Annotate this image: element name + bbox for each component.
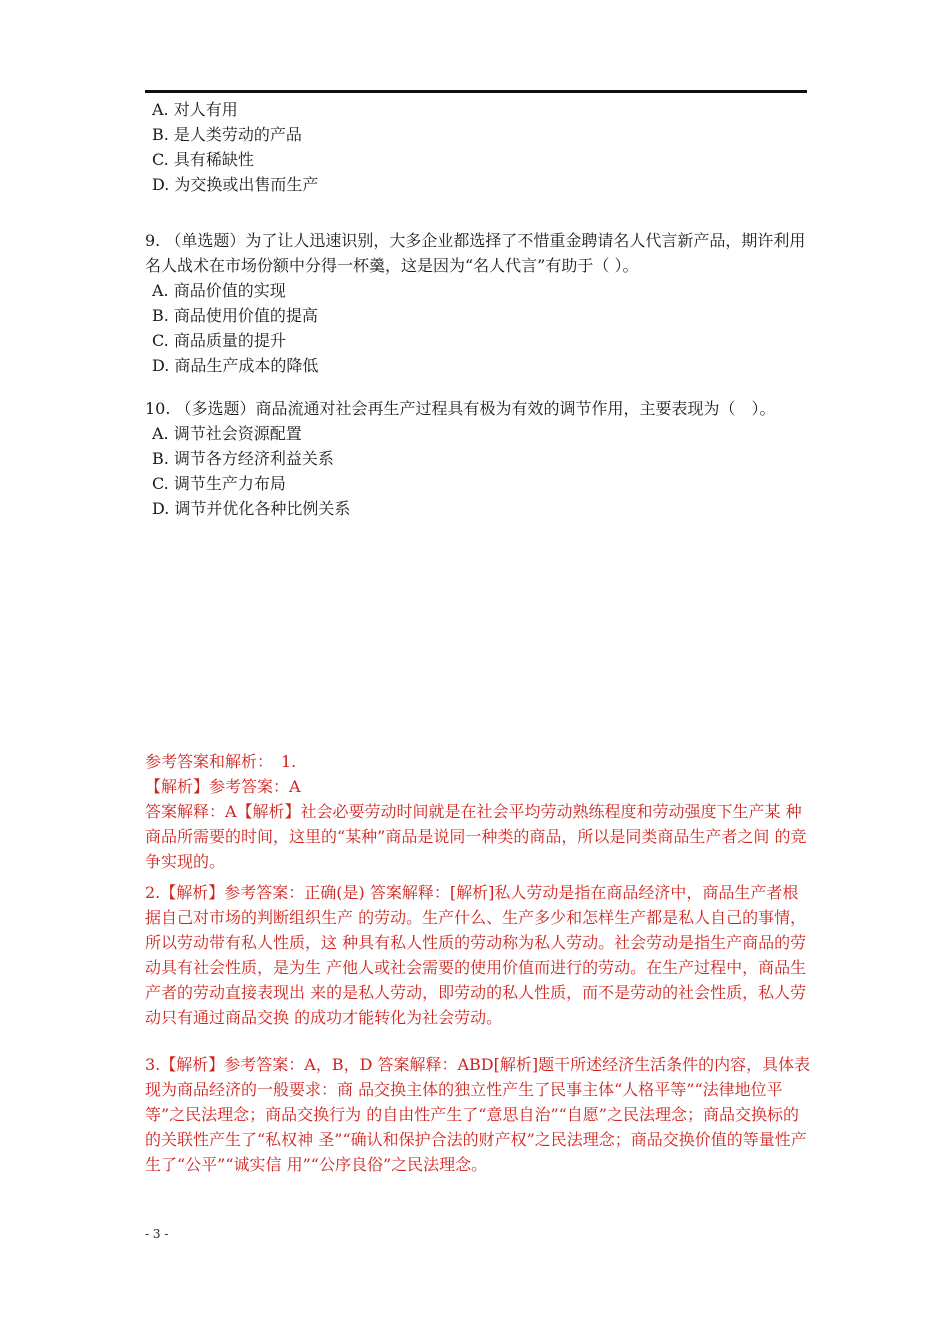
answer-3: 3.【解析】参考答案：A，B，D 答案解释：ABD[解析]题干所述经济生活条件的内容，具体表现为商品经济的一般要求：商 品交换主体的独立性产生了民事主体“人格平等”“法律地位平等”之民法理念；商品交换行为 的自由性产生了“意思自治”“自愿”之民法理念；商品交换标的的关联性产生了“私权神 圣”“确认和保护合法的财产权”之民法理念；商品交换价值的等量性产生了“公平”“诚实信 用”“公序良俗”之民法理念。 — [145, 1055, 811, 1174]
q8-option-d: D. 为交换或出售而生产 — [152, 175, 319, 194]
q8-option-c: C. 具有稀缺性 — [152, 150, 254, 169]
answer-1-label: 【解析】参考答案：A — [145, 777, 301, 796]
answer-2: 2.【解析】参考答案：正确(是) 答案解释：[解析]私人劳动是指在商品经济中，商品生产者根据自己对市场的判断组织生产 的劳动。生产什么、生产多少和怎样生产都是私人自己的事情，所以劳动带有私人性质，这 种具有私人性质的劳动称为私人劳动。社会劳动是指生产商品的劳动具有社会性质，是为生 产他人或社会需要的使用价值而进行的劳动。在生产过程中，商品生产者的劳动直接表现出 来的是私人劳动，即劳动的私人性质，而不是劳动的社会性质，私人劳动只有通过商品交换 的成功才能转化为社会劳动。 — [145, 883, 807, 1027]
q10-option-c: C. 调节生产力布局 — [152, 474, 286, 493]
q9-option-c: C. 商品质量的提升 — [152, 331, 286, 350]
q9-option-d: D. 商品生产成本的降低 — [152, 356, 319, 375]
q9-option-a: A. 商品价值的实现 — [152, 281, 286, 300]
answer-1-body: 答案解释：A【解析】社会必要劳动时间就是在社会平均劳动熟练程度和劳动强度下生产某 种商品所需要的时间，这里的“某种”商品是说同一种类的商品，所以是同类商品生产者之间 的竞争实现的。 — [145, 802, 807, 871]
q10-option-b: B. 调节各方经济利益关系 — [152, 449, 334, 468]
question-9 — [145, 228, 810, 378]
answers-heading: 参考答案和解析： 1. — [145, 752, 297, 771]
header-rule — [145, 90, 807, 93]
q8-option-b: B. 是人类劳动的产品 — [152, 125, 302, 144]
question-10 — [145, 396, 810, 521]
answers-section — [145, 749, 813, 1177]
q10-option-d: D. 调节并优化各种比例关系 — [152, 499, 351, 518]
q8-option-a: A. 对人有用 — [152, 100, 238, 119]
q10-stem: 10. （多选题）商品流通对社会再生产过程具有极为有效的调节作用，主要表现为（ ）。 — [145, 399, 776, 418]
q9-option-b: B. 商品使用价值的提高 — [152, 306, 318, 325]
page-number: - 3 - — [145, 1227, 169, 1241]
q9-stem: 9. （单选题）为了让人迅速识别，大多企业都选择了不惜重金聘请名人代言新产品，期许利用名人战术在市场份额中分得一杯羹，这是因为“名人代言”有助于（ ）。 — [145, 231, 806, 275]
q10-option-a: A. 调节社会资源配置 — [152, 424, 302, 443]
question-8-options — [145, 97, 810, 197]
